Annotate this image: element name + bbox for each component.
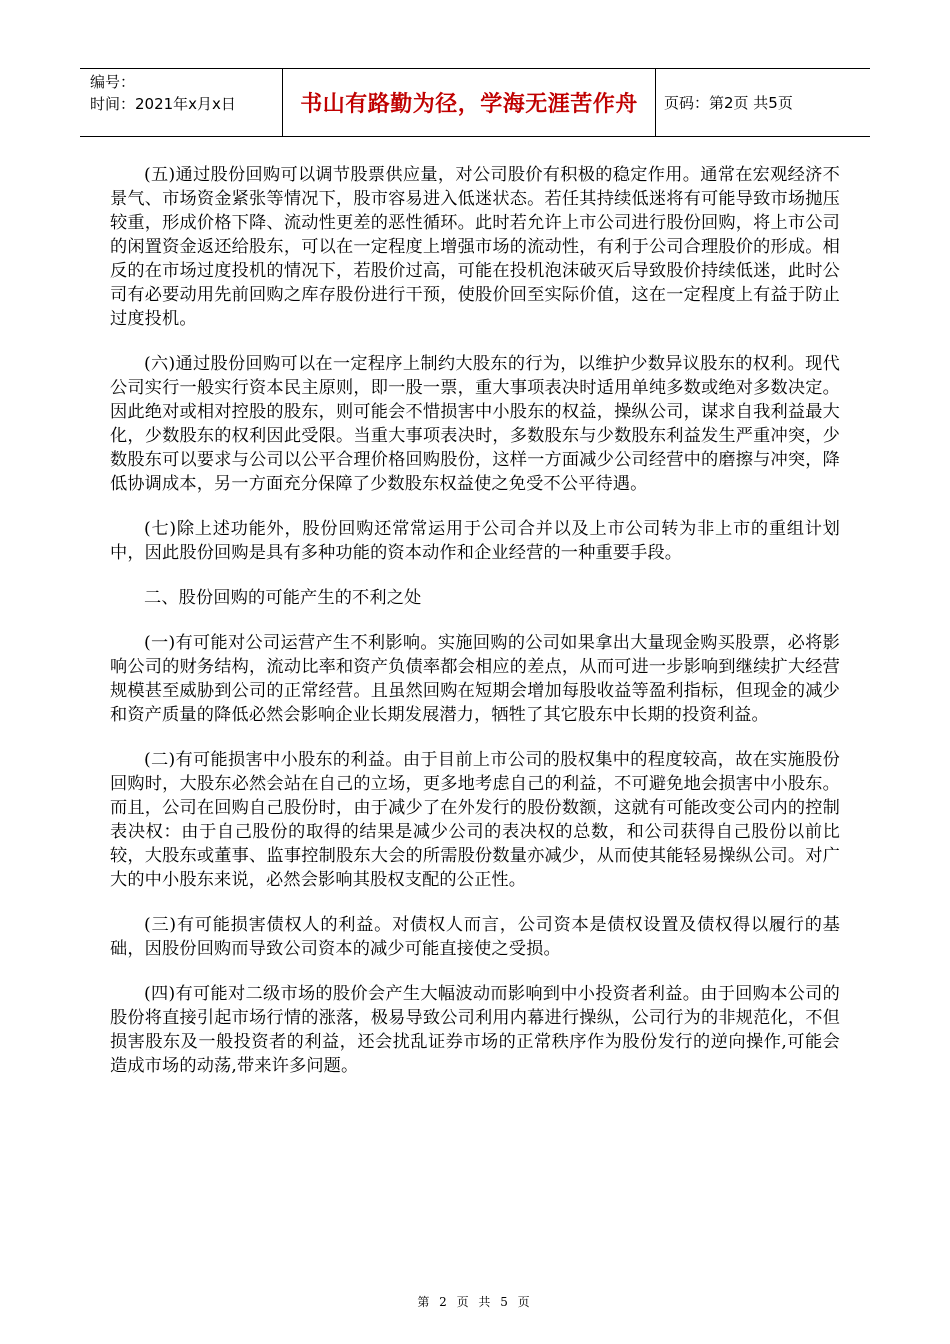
section-heading: 二、股份回购的可能产生的不利之处 (144, 588, 422, 608)
paragraph-5: (五)通过股份回购可以调节股票供应量，对公司股价有积极的稳定作用。通常在宏观经济不景气、市场资金紧张等情况下，股市容易进入低迷状态。若任其持续低迷将有可能导致市场抛压较重，形成价格下降、流动性更差的恶性循环。此时若允许上市公司进行股份回购，将上市公司的闲置资金返还给股东，可以在一定程度上增强市场的流动性，有利于公司合理股价的形成。相反的在市场过度投机的情况下，若股价过高，可能在投机泡沫破灭后导致股价持续低迷，此时公司有必要动用先前回购之库存股份进行干预，使股价回至实际价值，这在一定程度上有益于防止过度投机。 (110, 165, 840, 329)
page-footer: 第 2 页 共 5 页 (417, 1295, 533, 1309)
document-date-label: 时间：2021年x月x日 (90, 95, 236, 113)
header-info-cell (80, 69, 283, 136)
paragraph-6: (六)通过股份回购可以在一定程序上制约大股东的行为，以维护少数异议股东的权利。现代公司实行一般实行资本民主原则，即一股一票，重大事项表决时适用单纯多数或绝对多数决定。因此绝对或相对控股的股东，则可能会不惜损害中小股东的权益，操纵公司，谋求自我利益最大化，少数股东的权利因此受限。当重大事项表决时，多数股东与少数股东利益发生严重冲突，少数股东可以要求与公司以公平合理价格回购股份，这样一方面减少公司经营中的磨擦与冲突，降低协调成本，另一方面充分保障了少数股东权益使之免受不公平待遇。 (110, 354, 840, 494)
paragraph-disadvantage-3: (三)有可能损害债权人的利益。对债权人而言，公司资本是债权设置及债权得以履行的基础，因股份回购而导致公司资本的减少可能直接使之受损。 (110, 915, 840, 959)
paragraph-disadvantage-4: (四)有可能对二级市场的股价会产生大幅波动而影响到中小投资者利益。由于回购本公司的股份将直接引起市场行情的涨落，极易导致公司利用内幕进行操纵，公司行为的非规范化，不但损害股东及一般投资者的利益，还会扰乱证券市场的正常秩序作为股份发行的逆向操作,可能会造成市场的动荡,带来许多问题。 (110, 984, 840, 1076)
header-motto-cell (283, 69, 656, 136)
header-motto: 书山有路勤为径，学海无涯苦作舟 (300, 92, 638, 117)
header-page-cell (656, 69, 870, 136)
page-header (80, 68, 870, 137)
paragraph-7: (七)除上述功能外，股份回购还常常运用于公司合并以及上市公司转为非上市的重组计划中，因此股份回购是具有多种功能的资本动作和企业经营的一种重要手段。 (110, 519, 840, 563)
header-page-number: 页码：第2页 共5页 (664, 94, 793, 112)
paragraph-disadvantage-2: (二)有可能损害中小股东的利益。由于目前上市公司的股权集中的程度较高，故在实施股份回购时，大股东必然会站在自己的立场，更多地考虑自己的利益，不可避免地会损害中小股东。而且，公司在回购自己股份时，由于减少了在外发行的股份数额，这就有可能改变公司内的控制表决权：由于自己股份的取得的结果是减少公司的表决权的总数，和公司获得自己股份以前比较，大股东或董事、监事控制股东大会的所需股份数量亦减少，从而使其能轻易操纵公司。对广大的中小股东来说，必然会影响其股权支配的公正性。 (110, 750, 840, 890)
paragraph-disadvantage-1: (一)有可能对公司运营产生不利影响。实施回购的公司如果拿出大量现金购买股票，必将影响公司的财务结构，流动比率和资产负债率都会相应的差点，从而可进一步影响到继续扩大经营规模甚至威胁到公司的正常经营。且虽然回购在短期会增加每股收益等盈利指标，但现金的减少和资产质量的降低必然会影响企业长期发展潜力，牺牲了其它股东中长期的投资利益。 (110, 633, 840, 725)
document-number-label: 编号： (90, 73, 136, 91)
document-body (110, 163, 840, 1099)
